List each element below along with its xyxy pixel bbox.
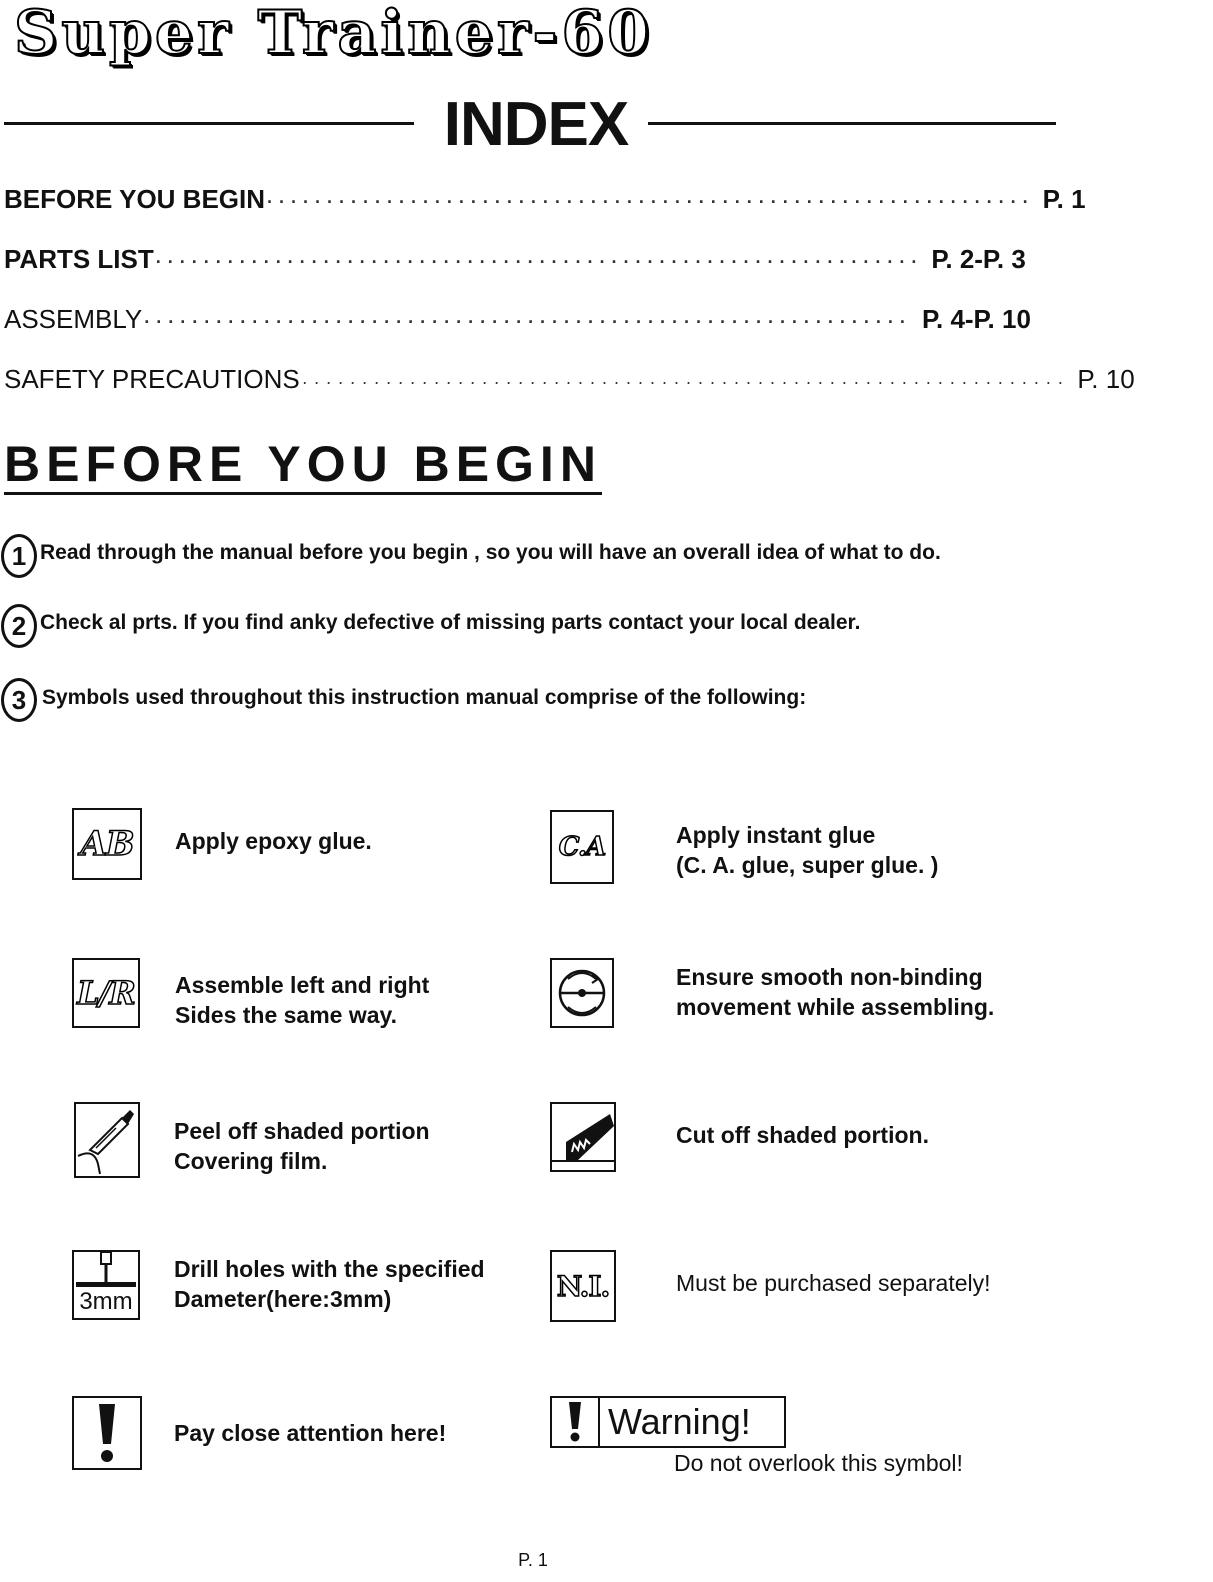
toc-page: P. 10 (1077, 364, 1135, 394)
toc-page: P. 1 (1042, 184, 1086, 214)
toc-page: P. 4-P. 10 (922, 304, 1031, 334)
page-number: P. 1 (518, 1550, 548, 1570)
drill-icon (72, 1250, 140, 1320)
toc-entry (4, 184, 1086, 216)
symbol-description: Pay close attention here! (174, 1420, 447, 1446)
exclamation-drawing (565, 1401, 585, 1443)
peel-film-icon (74, 1102, 140, 1178)
toc-entry (4, 364, 1135, 396)
symbol-description: Must be purchased separately! (676, 1270, 991, 1296)
left-right-icon (72, 958, 140, 1028)
symbol-description (676, 820, 1056, 880)
icon-lettering: N.I. (556, 1269, 610, 1303)
symbol-description: Apply epoxy glue. (175, 828, 372, 854)
symbol-description-line: movement while assembling. (676, 994, 995, 1020)
warning-exclamation-icon (552, 1398, 600, 1446)
exclamation-icon (72, 1396, 142, 1470)
step-text: Symbols used throughout this instruction manual comprise of the following: (42, 686, 807, 709)
knife-drawing (552, 1112, 614, 1162)
symbol-description-line: Covering film. (174, 1148, 328, 1174)
index-rule-right (648, 122, 1056, 125)
warning-symbol (550, 1396, 786, 1448)
symbol-description-line: Dameter(here:3mm) (174, 1286, 392, 1312)
smooth-movement-icon (550, 958, 614, 1028)
peel-film-drawing (76, 1104, 138, 1176)
toc-leader: ································································ (267, 192, 1035, 212)
toc-leader: ································································ (301, 372, 1070, 392)
symbol-description-line: Ensure smooth non-binding (676, 964, 983, 990)
symbol-description (174, 1116, 534, 1176)
symbol-description (174, 1254, 544, 1314)
not-included-icon (550, 1250, 616, 1322)
epoxy-glue-icon (72, 808, 142, 880)
toc-leader: ································································ (155, 252, 924, 272)
symbol-description-line: Drill holes with the specified (174, 1256, 485, 1282)
toc-label: BEFORE YOU BEGIN (4, 184, 266, 214)
step-text: Read through the manual before you begin , so you will have an overall idea of what to do. (40, 541, 941, 564)
step-number-badge: 2 (1, 604, 37, 648)
symbol-description-line: Sides the same way. (175, 1002, 398, 1028)
toc-label: PARTS LIST (4, 244, 154, 274)
step-number-badge: 1 (1, 534, 37, 578)
icon-lettering: C.A (558, 832, 606, 862)
toc-entry (4, 244, 1058, 276)
instant-glue-icon (550, 810, 614, 884)
rotation-drawing (554, 965, 610, 1021)
index-heading: INDEX (443, 90, 629, 159)
symbol-description-line: Assemble left and right (175, 972, 430, 998)
symbol-description-line: Apply instant glue (676, 822, 876, 848)
toc-label: SAFETY PRECAUTIONS (4, 364, 300, 394)
icon-lettering: AB (80, 824, 134, 864)
symbol-description-line: (C. A. glue, super glue. ) (676, 852, 939, 878)
toc-entry (4, 304, 1058, 336)
section-heading: BEFORE YOU BEGIN (4, 436, 602, 495)
document-title: Super Trainer-60 (14, 0, 653, 68)
symbol-description-line: Peel off shaded portion (174, 1118, 430, 1144)
toc-page: P. 2-P. 3 (931, 244, 1026, 274)
drill-size-label: 3mm (79, 1288, 133, 1315)
symbol-description (676, 962, 1056, 1022)
icon-lettering: L/R (77, 974, 135, 1012)
step-number-badge: 3 (1, 678, 37, 722)
toc-label: ASSEMBLY (4, 304, 143, 334)
cut-knife-icon (550, 1102, 616, 1172)
warning-label: Warning! (608, 1401, 751, 1442)
step-text: Check al prts. If you find anky defective of missing parts contact your local dealer. (40, 611, 861, 634)
symbol-description: Cut off shaded portion. (676, 1122, 929, 1148)
symbol-description: Do not overlook this symbol! (674, 1450, 963, 1476)
index-rule-left (4, 122, 414, 125)
symbol-description (175, 970, 535, 1030)
toc-leader: ································································ (144, 312, 912, 332)
drill-bit-drawing (74, 1252, 138, 1288)
exclamation-drawing (92, 1402, 122, 1464)
